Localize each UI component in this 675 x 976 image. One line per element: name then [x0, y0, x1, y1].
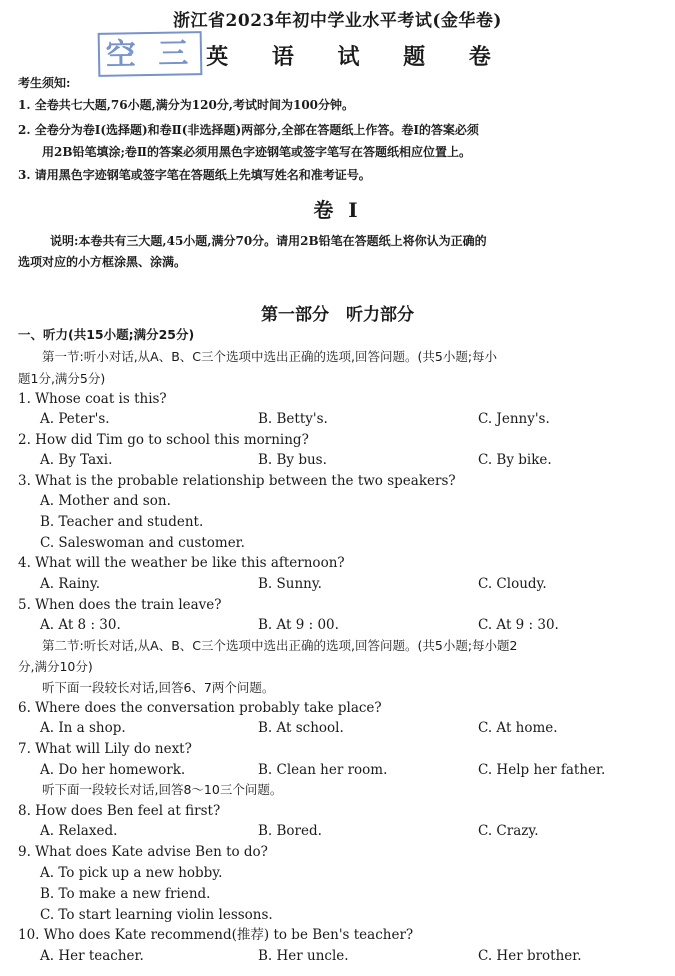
q9-option-c: C. To start learning violin lessons. — [40, 907, 273, 923]
q3-option-c: C. Saleswoman and customer. — [40, 535, 245, 551]
question-9: 9. What does Kate advise Ben to do? — [18, 844, 268, 860]
sub1-instr-1: 第一节:听小对话,从A、B、C三个选项中选出正确的选项,回答问题。(共5小题;每小 — [42, 349, 498, 364]
volume-title: 卷 Ⅰ — [313, 198, 362, 222]
q8-option-b: B. Bored. — [258, 823, 322, 839]
question-8: 8. How does Ben feel at first? — [18, 803, 221, 819]
notice-heading: 考生须知: — [18, 76, 71, 90]
q1-option-c: C. Jenny's. — [478, 411, 550, 427]
notice-item-3: 3. 请用黑色字迹钢笔或签字笔在答题纸上先填写姓名和准考证号。 — [18, 168, 371, 182]
exam-subtitle: 英 语 试 题 卷 — [206, 44, 509, 70]
q1-option-b: B. Betty's. — [258, 411, 328, 427]
sub2-instr-1: 第二节:听长对话,从A、B、C三个选项中选出正确的选项,回答问题。(共5小题;每小题2 — [42, 638, 518, 653]
q2-option-c: C. By bike. — [478, 452, 552, 468]
q2-option-b: B. By bus. — [258, 452, 327, 468]
q10-option-b: B. Her uncle. — [258, 948, 349, 964]
exam-title: 浙江省2023年初中学业水平考试(金华卷) — [173, 11, 502, 31]
q5-option-a: A. At 8 : 30. — [40, 617, 121, 633]
question-6: 6. Where does the conversation probably take place? — [18, 700, 382, 716]
question-2: 2. How did Tim go to school this morning? — [18, 432, 309, 448]
question-4: 4. What will the weather be like this afternoon? — [18, 555, 345, 571]
notice-item-1: 1. 全卷共七大题,76小题,满分为120分,考试时间为100分钟。 — [18, 98, 355, 112]
notice-item-2: 2. 全卷分为卷Ⅰ(选择题)和卷Ⅱ(非选择题)两部分,全部在答题纸上作答。卷Ⅰ的答案必须 — [18, 123, 479, 137]
volume-desc-1: 说明:本卷共有三大题,45小题,满分70分。请用2B铅笔在答题纸上将你认为正确的 — [50, 234, 487, 248]
question-1: 1. Whose coat is this? — [18, 391, 167, 407]
stamp: 空 三 — [98, 31, 203, 77]
q7-option-c: C. Help her father. — [478, 762, 606, 778]
question-5: 5. When does the train leave? — [18, 597, 222, 613]
q9-option-a: A. To pick up a new hobby. — [40, 865, 223, 881]
q4-option-c: C. Cloudy. — [478, 576, 547, 592]
q5-option-c: C. At 9 : 30. — [478, 617, 559, 633]
q3-option-b: B. Teacher and student. — [40, 514, 204, 530]
q3-option-a: A. Mother and son. — [40, 493, 171, 509]
q10-option-c: C. Her brother. — [478, 948, 582, 964]
question-10: 10. Who does Kate recommend(推荐) to be Ben's teacher? — [18, 927, 414, 943]
q6-option-c: C. At home. — [478, 720, 558, 736]
q6-option-b: B. At school. — [258, 720, 344, 736]
question-3: 3. What is the probable relationship between the two speakers? — [18, 473, 456, 489]
sub2-instr-2: 分,满分10分) — [18, 659, 93, 674]
q5-option-b: B. At 9 : 00. — [258, 617, 339, 633]
instr-q8-10: 听下面一段较长对话,回答8～10三个问题。 — [42, 782, 283, 797]
q8-option-a: A. Relaxed. — [40, 823, 118, 839]
q8-option-c: C. Crazy. — [478, 823, 539, 839]
q2-option-a: A. By Taxi. — [40, 452, 113, 468]
volume-desc-2: 选项对应的小方框涂黑、涂满。 — [18, 255, 187, 269]
q4-option-b: B. Sunny. — [258, 576, 322, 592]
notice-item-2-cont: 用2B铅笔填涂;卷Ⅱ的答案必须用黑色字迹钢笔或签字笔写在答题纸相应位置上。 — [42, 145, 472, 159]
section-heading: 一、听力(共15小题;满分25分) — [18, 327, 195, 342]
question-7: 7. What will Lily do next? — [18, 741, 192, 757]
q10-option-a: A. Her teacher. — [40, 948, 144, 964]
part1-title: 第一部分 听力部分 — [261, 305, 414, 325]
q1-option-a: A. Peter's. — [40, 411, 110, 427]
instr-q6-7: 听下面一段较长对话,回答6、7两个问题。 — [42, 680, 275, 695]
q9-option-b: B. To make a new friend. — [40, 886, 211, 902]
q7-option-a: A. Do her homework. — [40, 762, 186, 778]
sub1-instr-2: 题1分,满分5分) — [18, 371, 106, 386]
q4-option-a: A. Rainy. — [40, 576, 100, 592]
q7-option-b: B. Clean her room. — [258, 762, 388, 778]
q6-option-a: A. In a shop. — [40, 720, 126, 736]
